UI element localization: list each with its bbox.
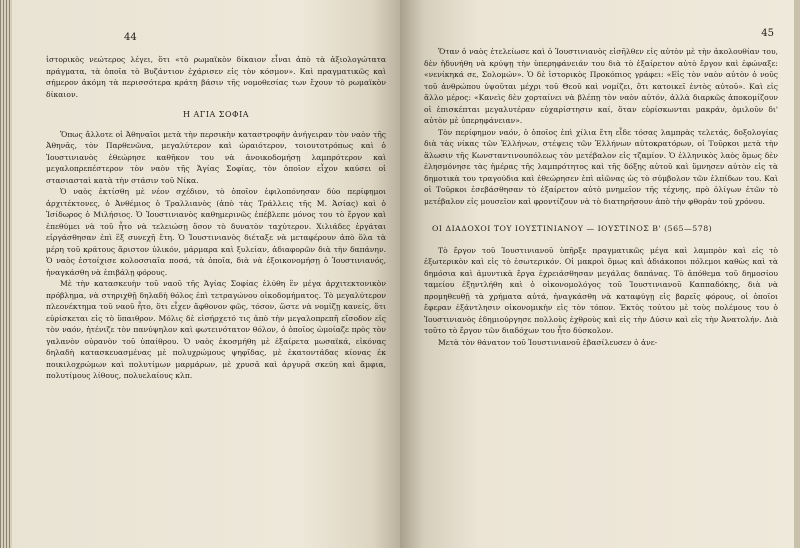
paragraph: Μετὰ τὸν θάνατον τοῦ Ἰουστινιανοῦ ἐβασίλευσεν ὁ ἀνε- — [438, 337, 658, 347]
right-page — [400, 0, 800, 548]
paragraph: Ὅπως ἄλλοτε οἱ Ἀθηναῖοι μετὰ τὴν περσικὴν καταστροφὴν ἀνήγειραν τὸν ναὸν τῆς Ἀθηνᾶς, τὸν Παρθενῶνα, μεγαλύτερον καὶ ὡραιότερον, τοιουτοτρόπως καὶ ὁ Ἰουστινιανὸς ἐθεώρησε καθῆκον του νὰ ἀνοικοδομήσῃ λαμπρότερον καὶ μεγαλοπρεπέστερον τὸν ναὸν τῆς Ἁγίας Σοφίας, τὸν ὁποῖον εἶχον καύσει οἱ στασιασταὶ κατὰ τὴν στάσιν τοῦ Νίκα. — [46, 129, 386, 185]
page-number-left: 44 — [124, 32, 137, 43]
paragraph: Ὁ ναὸς ἐκτίσθη μὲ νέον σχέδιον, τὸ ὁποῖον ἐφιλοπόνησαν δύο περίφημοι ἀρχιτέκτονες, ὁ Ἀνθέμιος ὁ Τραλλιανὸς (ἀπὸ τὰς Τράλλεις τῆς Μ. Ἀσίας) καὶ ὁ Ἰσίδωρος ὁ Μιλήσιος. Ὁ Ἰουστινιανὸς καθημερινῶς ἐπέβλεπε μόνος του τὸ ἔργον καὶ ἐπεθύμει νὰ τοῦ ἦτο νὰ τελειώσῃ ὅσον τὸ δυνατὸν ταχύτερον. Χιλιάδες ἐργάται εἰργάσθησαν ἐπὶ ἓξ συνεχῆ ἔτη. Ὁ Ἰουστινιανὸς διέταξε νὰ μεταφέρουν ἀπὸ ὅλα τὰ μέρη τοῦ κράτους ἄριστον ὑλικόν, μάρμαρα καὶ ξυλείαν, ἀδιαφορῶν διὰ τὴν δαπάνην. Ὁ ναὸς ἐστοίχισε κολοσσιαῖα ποσά, τὰ ὁποῖα, διὰ νὰ ἐξοικονομήσῃ ὁ Ἰουστινιανός, ἠναγκάσθη νὰ ἐπιβάλῃ φόρους. — [46, 187, 386, 277]
intro-paragraph: ἱστορικὸς νεώτερος λέγει, ὅτι «τὸ ρωμαϊκὸν δίκαιον εἶναι ἀπὸ τὰ ἀξιολογώτατα πράγματα, τὰ ὁποῖα τὸ Βυζάντιον ἐχάρισεν εἰς τὸν κόσμον». Καὶ πραγματικῶς καὶ σήμερον ἀκόμη τὰ περισσότερα κράτη βάσιν τῆς νομοθεσίας των ἔχουν τὸ ρωμαϊκὸν δίκαιον. — [46, 55, 386, 99]
section-heading-hagia-sophia: Η ΑΓΙΑ ΣΟΦΙΑ — [182, 110, 250, 119]
page-number-right: 45 — [761, 28, 774, 39]
paragraph: Μὲ τὴν κατασκευὴν τοῦ ναοῦ τῆς Ἁγίας Σοφίας ἐλύθη ἓν μέγα ἀρχιτεκτονικὸν πρόβλημα, νὰ στηριχθῇ δηλαδὴ θόλος ἐπὶ τετραγώνου οἰκοδομήματος. Τὸ μεγαλύτερον πλεονέκτημα τοῦ ναοῦ ἦτο, ὅτι εἶχεν ἄφθονον φῶς, τόσον, ὥστε νὰ νομίζῃ κανείς, ὅτι εὑρίσκεται εἰς τὸ ὕπαιθρον. Μόλις δὲ εἰσήρχετό τις ἀπὸ τὴν μεγαλοπρεπῆ εἴσοδον εἰς τὸν ναόν, ἠτένιζε τὸν πανύψηλον καὶ φωτεινότατον θόλον, ὁ ὁποῖος ὡμοίαζε πρὸς τὸν γαλανὸν οὐρανὸν τοῦ ὑπαίθρου. Ὁ ναὸς ἐκοσμήθη μὲ ἐξαίρετα μωσαϊκά, εἰκόνας δηλαδὴ κατασκευασμένας μὲ πολυχρώμους ψηφῖδας, μὲ ἑκατοντάδας κίονας ἐκ ποικιλοχρώμων καὶ πολυτίμων μαρμάρων, μὲ χρυσᾶ καὶ ἀργυρᾶ σκεύη καὶ ἄμφια, πολυτίμους λίθους, πολυελαίους κλπ. — [46, 279, 386, 380]
page-edge — [0, 0, 12, 548]
section-heading-successors: ΟΙ ΔΙΑΔΟΧΟΙ ΤΟΥ ΙΟΥΣΤΙΝΙΑΝΟΥ — ΙΟΥΣΤΙΝΟΣ Β' (565—578) — [432, 224, 713, 233]
page-edge — [794, 0, 800, 548]
paragraph: Τὸν περίφημον ναόν, ὁ ὁποῖος ἐπὶ χίλια ἔτη εἶδε τόσας λαμπρὰς τελετάς, δοξολογίας διὰ τὰς νίκας τῶν Ἑλλήνων, στέψεις τῶν Ἑλλήνων αὐτοκρατόρων, οἱ Τοῦρκοι μετὰ τὴν ἅλωσιν τῆς Κωνσταντινουπόλεως τὸν μετέβαλον εἰς τζαμίον. Ὁ ἑλληνικὸς λαὸς ὅμως δὲν ἐλησμόνησε τὰς ἡμέρας τῆς λαμπρότητος καὶ τῆς δόξης αὐτοῦ καὶ ὕμνησεν αὐτὸν εἰς τὰ δημοτικὰ του τραγούδια καὶ ἐθεώρησεν ἐπὶ αἰῶνας ὡς τὸ σύμβολον τῶν ἐλπίδων του. Καὶ οἱ Τοῦρκοι ἐσεβάσθησαν τὸ ἐξαίρετον αὐτὸ μνημεῖον τῆς τέχνης, πρὸ ὀλίγων ἐτῶν τὸ μετέβαλον εἰς μουσεῖον καὶ φροντίζουν νὰ τὸ διατηρήσουν ἀπὸ τὴν φθορὰν τοῦ χρόνου. — [424, 127, 778, 206]
left-page-text — [46, 54, 386, 382]
paragraph: Τὸ ἔργον τοῦ Ἰουστινιανοῦ ὑπῆρξε πραγματικῶς μέγα καὶ λαμπρὸν καὶ εἰς τὸ ἐξωτερικὸν καὶ εἰς τὸ ἐσωτερικόν. Οἱ μακροὶ ὅμως καὶ ἀδιάκοποι πόλεμοι καθὼς καὶ τὰ δημόσια καὶ ἀμυντικὰ ἔργα ἐχρειάσθησαν μεγάλας δαπάνας. Τὸ ἀπόθεμα τοῦ δημοσίου ταμείου ἐξηντλήθη καὶ ὁ οἰκονομολόγος τοῦ Ἰουστινιανοῦ Καππαδόκης, διὰ νὰ προμηθευθῇ τὰ χρήματα αὐτά, ἠναγκάσθη νὰ καταφύγῃ εἰς βαρεῖς φόρους, οἱ ὁποῖοι ἔφεραν ἐξάντλησιν οἰκονομικὴν εἰς τὸν τόπον. Ἐκτὸς τούτου μὲ τοὺς πολέμους του ὁ Ἰουστινιανὸς ἐδημιούργησε πολλοὺς ἐχθροὺς καὶ εἰς τὴν Δύσιν καὶ εἰς τὴν Ἀνατολήν. Διὰ τοῦτο τὸ ἔργον τῶν διαδόχων του ἦτο δύσκολον. — [424, 245, 778, 335]
right-page-text — [424, 46, 778, 348]
paragraph: Ὅταν ὁ ναὸς ἐτελείωσε καὶ ὁ Ἰουστινιανὸς εἰσῆλθεν εἰς αὐτὸν μὲ τὴν ἀκολουθίαν του, δὲν ἠδυνήθη νὰ κρύψῃ τὴν ὑπερηφάνειάν του διὰ τὸ ἐξαίρετον αὐτὸ ἔργον καὶ ἐφώναξε: «νενίκηκά σε, Σολομών». Ὁ δὲ ἱστορικὸς Προκόπιος γράφει: «Εἰς τὸν ναὸν αὐτὸν ὁ νοῦς τοῦ ἀνθρώπου ὑψοῦται μέχρι τοῦ Θεοῦ καὶ νομίζει, ὅτι κατοικεῖ ἐντὸς αὐτοῦ». Καὶ εἰς ἄλλο μέρος: «Κανεὶς δὲν χορταίνει νὰ βλέπῃ τὸν ναὸν αὐτόν, ἀλλὰ διαρκῶς ἀποκομίζουν οἱ ἐπισκέπται μεγαλυτέραν εὐχαρίστησιν καί, ὅταν εὑρίσκωνται μακράν, ὁμιλοῦν δι' αὐτὸν μὲ ὑπερηφάνειαν». — [424, 47, 778, 125]
